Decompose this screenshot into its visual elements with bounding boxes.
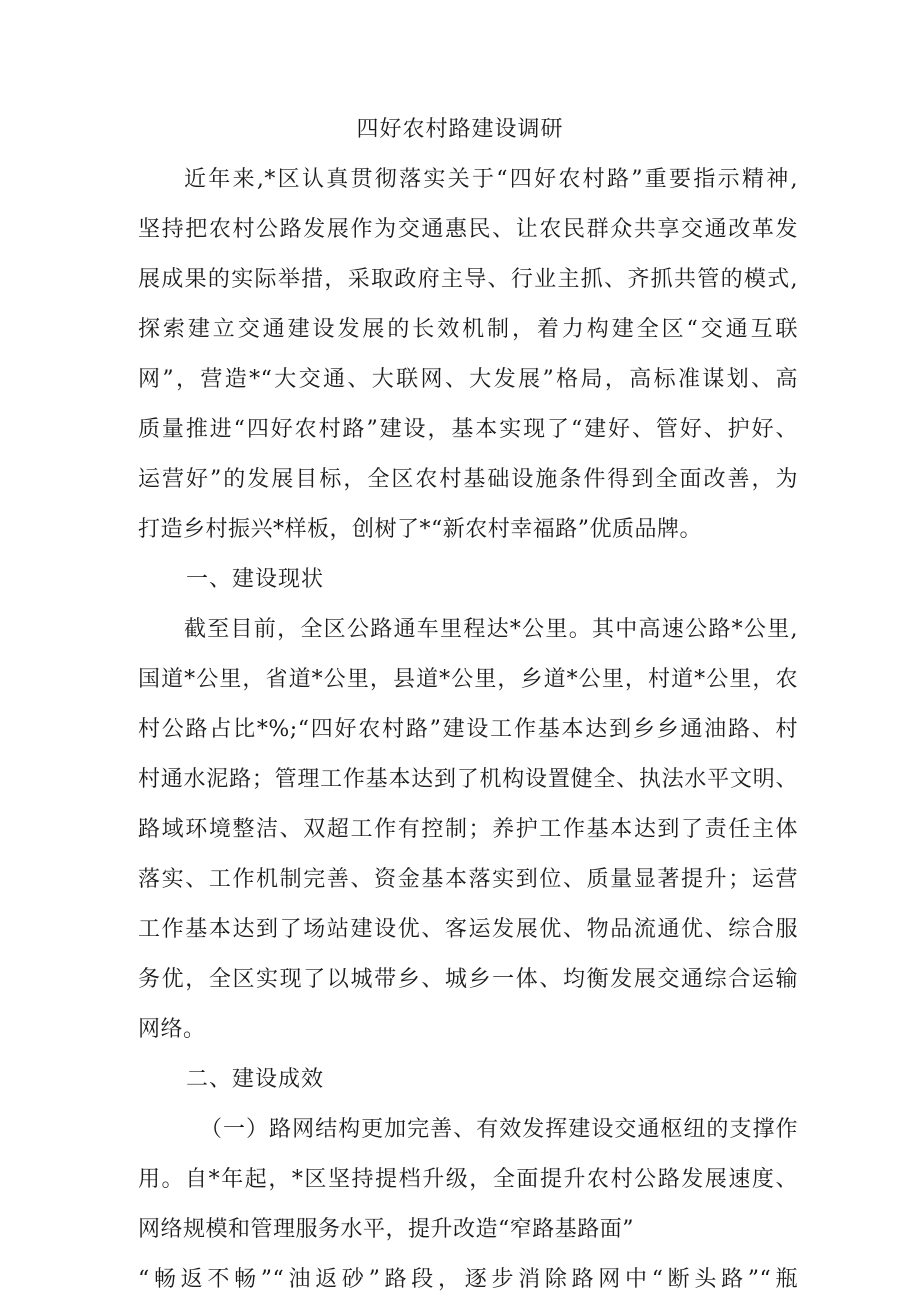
intro-line-8: 打造乡村振兴*样板，创树了*“新农村幸福路”优质品牌。 xyxy=(138,517,702,542)
section2-line-4: “畅返不畅”“油返砂”路段，逐步消除路网中“断头路”“瓶 xyxy=(138,1267,798,1292)
section1-line-9: 网络。 xyxy=(138,1017,206,1042)
section-heading-status: 一、建设现状 xyxy=(186,567,325,592)
intro-line-1: 近年来,*区认真贯彻落实关于“四好农村路”重要指示精神, xyxy=(184,167,798,192)
section1-line-6: 落实、工作机制完善、资金基本落实到位、质量显著提升；运营 xyxy=(138,867,798,892)
intro-line-3: 展成果的实际举措，采取政府主导、行业主抓、齐抓共管的模式, xyxy=(138,267,798,292)
section1-line-2: 国道*公里，省道*公里，县道*公里，乡道*公里，村道*公里，农 xyxy=(138,667,798,692)
intro-line-7: 运营好”的发展目标，全区农村基础设施条件得到全面改善，为 xyxy=(138,467,798,492)
document-title: 四好农村路建设调研 xyxy=(356,117,564,142)
section1-line-5: 路域环境整洁、双超工作有控制；养护工作基本达到了责任主体 xyxy=(138,817,798,842)
section1-line-8: 务优，全区实现了以城带乡、城乡一体、均衡发展交通综合运输 xyxy=(138,967,798,992)
section1-line-1: 截至目前，全区公路通车里程达*公里。其中高速公路*公里, xyxy=(184,617,798,642)
section1-line-7: 工作基本达到了场站建设优、客运发展优、物品流通优、综合服 xyxy=(138,917,798,942)
intro-line-2: 坚持把农村公路发展作为交通惠民、让农民群众共享交通改革发 xyxy=(138,217,798,242)
section2-line-1: （一）路网结构更加完善、有效发挥建设交通枢纽的支撑作 xyxy=(200,1117,798,1142)
section2-line-3: 网络规模和管理服务水平，提升改造“窄路基路面” xyxy=(138,1217,634,1242)
intro-line-6: 质量推进“四好农村路”建设，基本实现了“建好、管好、护好、 xyxy=(138,417,798,442)
section2-line-2: 用。自*年起，*区坚持提档升级，全面提升农村公路发展速度、 xyxy=(138,1167,798,1192)
section-heading-results: 二、建设成效 xyxy=(186,1067,325,1092)
section1-line-3: 村公路占比*%;“四好农村路”建设工作基本达到乡乡通油路、村 xyxy=(138,717,798,742)
section1-line-4: 村通水泥路；管理工作基本达到了机构设置健全、执法水平文明、 xyxy=(138,767,798,792)
intro-line-4: 探索建立交通建设发展的长效机制，着力构建全区“交通互联 xyxy=(138,317,798,342)
intro-line-5: 网”，营造*“大交通、大联网、大发展”格局，高标准谋划、高 xyxy=(138,367,798,392)
